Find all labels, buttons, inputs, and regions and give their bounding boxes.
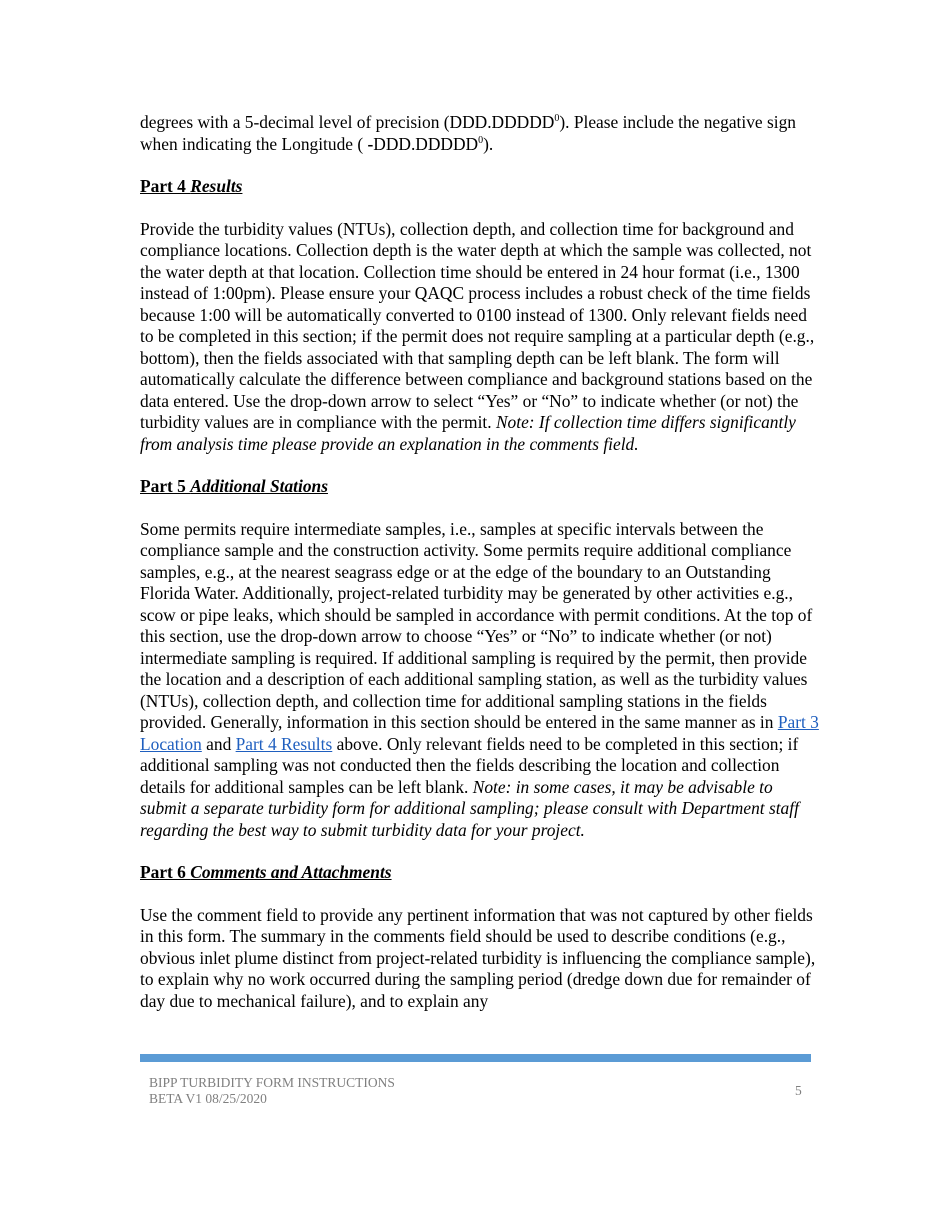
part5-label: Part 5 (140, 476, 191, 496)
part5-body-1: Some permits require intermediate samples, i.e., samples at specific intervals between the compliance sample and the construction activity. Some permits require additional compliance samples, e.g., at the nearest seagrass edge or at the edge of the boundary to an Outstanding Florida Water. Additionally, project-related turbidity may be generated by other activities e.g., scow or pipe leaks, which should be sampled in accordance with permit conditions. At the top of this section, use the drop-down arrow to choose “Yes” or “No” to indicate whether (or not) intermediate sampling is required. If additional sampling is required by the permit, then provide the location and a description of each additional sampling station, as well as the turbidity values (NTUs), collection depth, and collection time for additional sampling stations in the fields provided. Generally, information in this section should be entered in the same manner as in (140, 518, 813, 732)
footer-divider-bar (140, 1054, 811, 1062)
part5-note: Note: in some cases, it may be advisable to submit a separate turbidity form for additional sampling; please consult with Department staff regarding the best way to submit turbidity data for your project. (140, 776, 799, 840)
footer-label (149, 1075, 395, 1107)
intro-text-2: ). Please include the negative sign when indicating the Longitude ( (140, 112, 796, 154)
part5-paragraph (140, 519, 820, 842)
degree-superscript: 0 (554, 113, 560, 125)
part4-body: Provide the turbidity values (NTUs), collection depth, and collection time for background and compliance locations. Collection depth is the water depth at which the sample was collected, not the water depth at that location. Collection time should be entered in 24 hour format (i.e., 1300 instead of 1:00pm). Please ensure your QAQC process includes a robust check of the time fields because 1:00 will be automatically converted to 0100 instead of 1300. Only relevant fields need to be completed in this section; if the permit does not require sampling at a particular depth (e.g., bottom), then the fields associated with that sampling depth can be left blank. The form will automatically calculate the difference between compliance and background stations based on the data entered. Use the drop-down arrow to select “Yes” or “No” to indicate whether (or not) the turbidity values are in compliance with the permit. (140, 218, 815, 432)
part4-note: Note: If collection time differs significantly from analysis time please provide an explanation in the comments field. (140, 412, 796, 454)
part6-body: Use the comment field to provide any pertinent information that was not captured by other fields in this form. The summary in the comments field should be used to describe conditions (e.g., obvious inlet plume distinct from project-related turbidity is influencing the compliance sample), to explain why no work occurred during the sampling period (dredge down due for remainder of day due to mechanical failure), and to explain any (140, 904, 816, 1011)
intro-text-3: DDD.DDDDD (373, 133, 479, 154)
page-content (140, 112, 820, 1033)
intro-text-4: ). (483, 133, 494, 154)
part5-body-mid: and (201, 733, 236, 754)
footer-version: BETA V1 08/25/2020 (149, 1091, 267, 1106)
intro-text-1: degrees with a 5-decimal level of precision (DDD.DDDDD (140, 112, 555, 132)
footer-title: BIPP TURBIDITY FORM INSTRUCTIONS (149, 1075, 395, 1090)
part4-results-link[interactable]: Part 4 Results (235, 733, 333, 754)
part6-paragraph (140, 905, 820, 1013)
part5-body-2: above. Only relevant fields need to be completed in this section; if additional sampling was not conducted then the fields describing the location and collection details for additional samples can be left blank. (140, 733, 799, 797)
part3-location-link[interactable]: Part 3 Location (140, 712, 819, 754)
part4-paragraph (140, 219, 820, 456)
part4-heading (140, 176, 820, 198)
degree-superscript: 0 (478, 134, 484, 146)
part5-heading (140, 476, 820, 498)
part4-title: Results (190, 176, 243, 196)
intro-paragraph (140, 112, 820, 155)
page-number: 5 (795, 1083, 802, 1098)
part6-title: Comments and Attachments (190, 862, 392, 882)
part5-title: Additional Stations (190, 476, 328, 496)
part6-heading (140, 862, 820, 884)
part6-label: Part 6 (140, 862, 191, 882)
part4-label: Part 4 (140, 176, 191, 196)
negative-sign: - (367, 133, 374, 154)
